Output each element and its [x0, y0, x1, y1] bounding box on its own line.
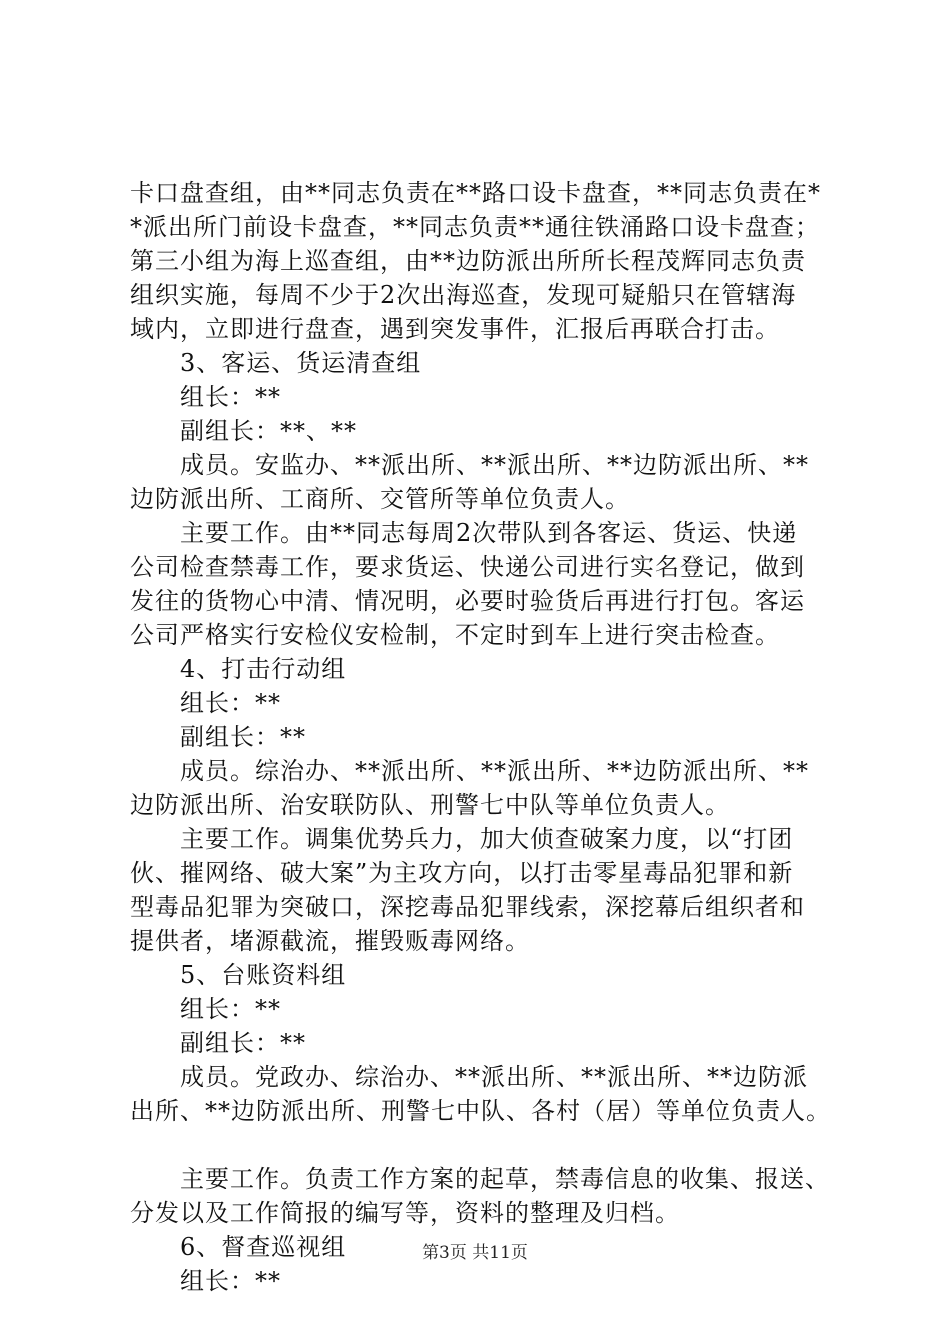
text-line: 发往的货物心中清、情况明，必要时验货后再进行打包。客运	[130, 587, 805, 615]
text-line: 域内，立即进行盘查，遇到突发事件，汇报后再联合打击。	[130, 315, 780, 343]
text-line: 组长：**	[180, 383, 281, 411]
text-line: 主要工作。由**同志每周2次带队到各客运、货运、快递	[180, 519, 798, 547]
text-line: 副组长：**	[180, 723, 306, 751]
text-line: 公司检查禁毒工作，要求货运、快递公司进行实名登记，做到	[130, 553, 805, 581]
text-line: 组长：**	[180, 689, 281, 717]
text-line: 成员。安监办、**派出所、**派出所、**边防派出所、**	[180, 451, 809, 479]
text-line: *派出所门前设卡盘查，**同志负责**通往铁涌路口设卡盘查；	[130, 213, 820, 241]
text-line: 主要工作。负责工作方案的起草，禁毒信息的收集、报送、	[180, 1165, 830, 1193]
text-line: 边防派出所、工商所、交管所等单位负责人。	[130, 485, 630, 513]
text-line: 4、打击行动组	[180, 655, 347, 683]
text-line: 副组长：**	[180, 1029, 306, 1057]
text-line: 6、督查巡视组	[180, 1233, 347, 1261]
text-line: 卡口盘查组，由**同志负责在**路口设卡盘查，**同志负责在*	[130, 179, 821, 207]
text-line: 组织实施，每周不少于2次出海巡查，发现可疑船只在管辖海	[130, 281, 797, 309]
text-line: 3、客运、货运清查组	[180, 349, 422, 377]
text-line: 第三小组为海上巡查组，由**边防派出所所长程茂辉同志负责	[130, 247, 806, 275]
text-line: 出所、**边防派出所、刑警七中队、各村（居）等单位负责人。	[130, 1097, 831, 1125]
text-line: 提供者，堵源截流，摧毁贩毒网络。	[130, 927, 530, 955]
text-line: 组长：**	[180, 995, 281, 1023]
blank-line	[130, 1128, 850, 1162]
text-line: 组长：**	[180, 1267, 281, 1295]
text-line: 主要工作。调集优势兵力，加大侦查破案力度，以“打团	[180, 825, 794, 853]
text-line: 伙、摧网络、破大案”为主攻方向，以打击零星毒品犯罪和新	[130, 859, 794, 887]
text-line: 公司严格实行安检仪安检制，不定时到车上进行突击检查。	[130, 621, 780, 649]
page-footer: 第3页 共11页	[422, 1243, 528, 1263]
text-line: 成员。综治办、**派出所、**派出所、**边防派出所、**	[180, 757, 809, 785]
text-line: 分发以及工作简报的编写等，资料的整理及归档。	[130, 1199, 680, 1227]
text-line: 边防派出所、治安联防队、刑警七中队等单位负责人。	[130, 791, 730, 819]
text-line: 型毒品犯罪为突破口，深挖毒品犯罪线索，深挖幕后组织者和	[130, 893, 805, 921]
document-body	[130, 176, 850, 1298]
text-line: 5、台账资料组	[180, 961, 347, 989]
text-line: 副组长：**、**	[180, 417, 357, 445]
text-line: 成员。党政办、综治办、**派出所、**派出所、**边防派	[180, 1063, 808, 1091]
